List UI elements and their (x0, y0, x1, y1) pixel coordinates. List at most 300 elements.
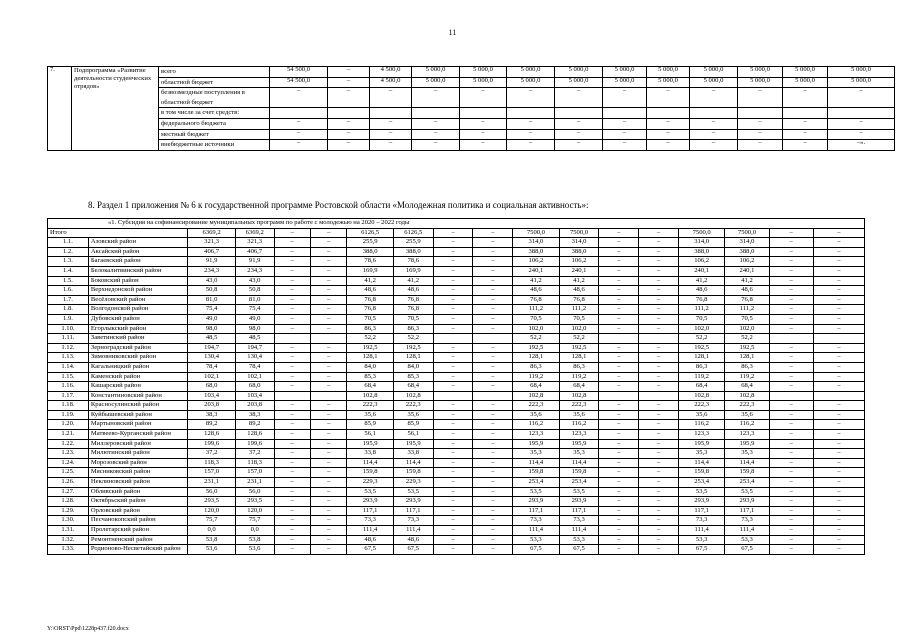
district-value (473, 391, 513, 401)
funding-value: – (507, 140, 555, 151)
district-value: 86,3 (678, 362, 724, 372)
district-value: 222,3 (347, 401, 393, 411)
district-number: 1.1. (48, 238, 89, 248)
district-value: 123,3 (678, 430, 724, 440)
district-value: 56,1 (347, 430, 393, 440)
district-value: – (639, 372, 679, 382)
district-row (48, 362, 865, 372)
district-value: 255,9 (393, 238, 433, 248)
district-value: 231,1 (188, 478, 236, 488)
district-value: 118,3 (188, 458, 236, 468)
district-value (274, 334, 310, 344)
district-value: 85,3 (393, 372, 433, 382)
district-value: 222,3 (725, 401, 769, 411)
district-value: 253,4 (678, 478, 724, 488)
district-value: 102,0 (513, 324, 559, 334)
district-value: 35,6 (559, 410, 599, 420)
district-value: 192,5 (559, 343, 599, 353)
funding-value: 5 000,0 (738, 77, 783, 88)
district-value: – (599, 343, 639, 353)
funding-value: 54 500,0 (270, 77, 328, 88)
district-value: 53,6 (235, 545, 274, 555)
district-value: – (274, 353, 310, 363)
district-value: 102,0 (559, 324, 599, 334)
funding-value: – (738, 118, 783, 129)
district-value: 128,1 (559, 353, 599, 363)
district-value: 67,5 (725, 545, 769, 555)
district-value: 67,5 (513, 545, 559, 555)
district-value: 195,9 (725, 439, 769, 449)
district-value: 52,2 (513, 334, 559, 344)
funding-value: 4 500,0 (370, 67, 412, 78)
district-value: 222,3 (678, 401, 724, 411)
district-name: Родионово-Несветайский район (88, 545, 187, 555)
district-row (48, 257, 865, 267)
district-row (48, 295, 865, 305)
district-name: Егорлыкский район (88, 324, 187, 334)
district-number: 1.18. (48, 401, 89, 411)
district-value: 240,1 (513, 266, 559, 276)
district-value (813, 391, 864, 401)
district-value: 70,5 (559, 314, 599, 324)
funding-value (647, 108, 690, 119)
district-value: – (769, 410, 813, 420)
district-value: 253,4 (559, 478, 599, 488)
funding-value: – (460, 129, 507, 140)
district-value: – (639, 430, 679, 440)
funding-value: 5 000,0 (690, 67, 738, 78)
district-value: 195,9 (559, 439, 599, 449)
district-value: – (274, 257, 310, 267)
district-value: – (473, 257, 513, 267)
funding-value: 5 000,0 (555, 77, 603, 88)
district-value: 53,3 (725, 535, 769, 545)
funding-value: 5 000,0 (507, 67, 555, 78)
district-value: 293,9 (393, 497, 433, 507)
district-number: 1.29. (48, 506, 89, 516)
district-value: 67,5 (559, 545, 599, 555)
district-value: – (274, 430, 310, 440)
district-value (639, 334, 679, 344)
district-name: Волгодонской район (88, 305, 187, 315)
district-value: – (274, 343, 310, 353)
district-value: 81,0 (188, 295, 236, 305)
total-value: – (813, 228, 864, 238)
district-value: 98,0 (235, 324, 274, 334)
district-value: – (599, 458, 639, 468)
district-value: 73,3 (678, 516, 724, 526)
district-value: – (813, 295, 864, 305)
district-value: 53,5 (393, 487, 433, 497)
district-value: – (311, 410, 347, 420)
district-value: – (311, 343, 347, 353)
total-value: 6369,2 (188, 228, 236, 238)
district-value: – (639, 247, 679, 257)
funding-source: внебюджетные источники (159, 140, 270, 151)
district-value: – (433, 314, 473, 324)
district-number: 1.31. (48, 526, 89, 536)
district-row (48, 458, 865, 468)
district-value: 240,1 (725, 266, 769, 276)
district-value: – (599, 305, 639, 315)
district-value: – (311, 372, 347, 382)
district-value: 91,9 (188, 257, 236, 267)
district-value: 111,4 (725, 526, 769, 536)
funding-value: – (828, 118, 895, 129)
district-value: 111,4 (559, 526, 599, 536)
district-value: 102,0 (725, 324, 769, 334)
district-value: – (769, 353, 813, 363)
district-value: 195,9 (513, 439, 559, 449)
district-value: – (311, 497, 347, 507)
district-name: Аксайский район (88, 247, 187, 257)
funding-value: 5 000,0 (647, 67, 690, 78)
district-value: – (639, 478, 679, 488)
district-value: – (639, 382, 679, 392)
district-number: 1.21. (48, 430, 89, 440)
district-value: 48,6 (725, 286, 769, 296)
district-value: – (311, 535, 347, 545)
district-value: – (639, 353, 679, 363)
district-value: – (433, 516, 473, 526)
district-value: 293,5 (235, 497, 274, 507)
district-name: Ремонтненский район (88, 535, 187, 545)
district-value: – (639, 545, 679, 555)
district-value: 68,4 (347, 382, 393, 392)
district-value: – (813, 305, 864, 315)
district-value: – (599, 410, 639, 420)
district-value: – (311, 439, 347, 449)
district-value: 84,0 (347, 362, 393, 372)
district-value: 53,8 (235, 535, 274, 545)
funding-value: – (647, 140, 690, 151)
subprogram-row (48, 88, 895, 108)
district-value: – (473, 478, 513, 488)
district-row (48, 343, 865, 353)
district-value: 48,5 (235, 334, 274, 344)
funding-value: – (270, 129, 328, 140)
district-value: 111,2 (678, 305, 724, 315)
footer-file-path: Y:\ORST\Ppd\1228p437.f20.docx (47, 626, 129, 632)
district-value: – (311, 545, 347, 555)
district-number: 1.32. (48, 535, 89, 545)
district-value: – (433, 343, 473, 353)
district-value: – (274, 439, 310, 449)
district-value: – (769, 247, 813, 257)
district-value: – (599, 439, 639, 449)
funding-value: – (460, 140, 507, 151)
total-label: Итого (48, 228, 188, 238)
district-row (48, 324, 865, 334)
district-row (48, 266, 865, 276)
district-value: 78,4 (235, 362, 274, 372)
district-value: 76,8 (678, 295, 724, 305)
district-value: 293,9 (347, 497, 393, 507)
district-name: Песчанокопский район (88, 516, 187, 526)
district-value: 159,8 (513, 468, 559, 478)
district-value: 128,6 (188, 430, 236, 440)
district-value: – (813, 526, 864, 536)
district-value: 35,6 (393, 410, 433, 420)
subprogram-row (48, 67, 895, 78)
district-value: 159,8 (725, 468, 769, 478)
district-value: – (311, 468, 347, 478)
district-value: – (813, 497, 864, 507)
funding-value: – (370, 88, 412, 108)
total-value: 6126,5 (347, 228, 393, 238)
district-name: Морозовский район (88, 458, 187, 468)
funding-value: – (328, 88, 370, 108)
district-value: 75,4 (235, 305, 274, 315)
district-value: 37,2 (188, 449, 236, 459)
district-value: – (813, 487, 864, 497)
district-value: 53,5 (725, 487, 769, 497)
funding-value (507, 108, 555, 119)
district-number: 1.24. (48, 458, 89, 468)
district-number: 1.13. (48, 353, 89, 363)
district-value: 41,2 (393, 276, 433, 286)
district-row (48, 487, 865, 497)
district-value: – (769, 305, 813, 315)
district-value: – (473, 314, 513, 324)
district-name: Неклиновский район (88, 478, 187, 488)
district-value: – (599, 372, 639, 382)
funding-value: – (370, 129, 412, 140)
district-value: 128,1 (513, 353, 559, 363)
district-value: – (433, 506, 473, 516)
district-value: 0,0 (188, 526, 236, 536)
funding-value: 5 000,0 (507, 77, 555, 88)
district-value: – (473, 449, 513, 459)
funding-source: безвозмездные поступления в областной бюджет (159, 88, 270, 108)
district-value: 73,3 (559, 516, 599, 526)
district-value (639, 391, 679, 401)
funding-value: 5 000,0 (555, 67, 603, 78)
district-value: – (311, 449, 347, 459)
total-value: 6126,5 (393, 228, 433, 238)
district-value: 123,3 (559, 430, 599, 440)
district-value: – (274, 238, 310, 248)
district-value: 35,3 (678, 449, 724, 459)
district-value: – (473, 372, 513, 382)
funding-value (270, 108, 328, 119)
district-value: 314,0 (725, 238, 769, 248)
district-value: 53,3 (513, 535, 559, 545)
district-value: – (473, 382, 513, 392)
district-value: – (769, 401, 813, 411)
district-value: 73,3 (513, 516, 559, 526)
district-value: – (813, 247, 864, 257)
total-value: 7500,0 (559, 228, 599, 238)
district-value: – (473, 410, 513, 420)
district-value: – (769, 314, 813, 324)
subsidy-table (47, 218, 865, 555)
district-value: – (274, 506, 310, 516)
district-number: 1.15. (48, 372, 89, 382)
district-value: – (473, 401, 513, 411)
district-name: Дубовский район (88, 314, 187, 324)
district-value: – (473, 343, 513, 353)
district-value: 53,5 (347, 487, 393, 497)
district-value: – (813, 506, 864, 516)
district-value: 73,3 (347, 516, 393, 526)
district-value: – (813, 468, 864, 478)
funding-value (738, 108, 783, 119)
district-value: – (433, 401, 473, 411)
district-value: 0,0 (235, 526, 274, 536)
district-value: 102,8 (393, 391, 433, 401)
district-value: – (769, 343, 813, 353)
district-value: 85,3 (347, 372, 393, 382)
district-number: 1.26. (48, 478, 89, 488)
district-value: 35,3 (725, 449, 769, 459)
district-value: – (639, 535, 679, 545)
district-value: 53,6 (188, 545, 236, 555)
district-number: 1.7. (48, 295, 89, 305)
district-value: – (473, 516, 513, 526)
district-value: – (311, 516, 347, 526)
district-number: 1.27. (48, 487, 89, 497)
district-row (48, 238, 865, 248)
district-value: 70,5 (725, 314, 769, 324)
district-value: – (599, 266, 639, 276)
funding-value: –». (828, 140, 895, 151)
district-name: Зерноградский район (88, 343, 187, 353)
district-value: – (813, 439, 864, 449)
funding-value: – (328, 129, 370, 140)
district-value: 48,6 (678, 286, 724, 296)
funding-source: в том числе за счет средств: (159, 108, 270, 119)
district-value: – (274, 314, 310, 324)
district-value: 195,9 (347, 439, 393, 449)
district-value: – (813, 458, 864, 468)
district-value: – (311, 266, 347, 276)
district-number: 1.6. (48, 286, 89, 296)
district-value: 85,9 (393, 420, 433, 430)
district-row (48, 247, 865, 257)
funding-value: – (603, 118, 647, 129)
district-number: 1.11. (48, 334, 89, 344)
district-value: – (599, 238, 639, 248)
district-value: – (311, 506, 347, 516)
funding-value (603, 108, 647, 119)
district-value: – (813, 516, 864, 526)
district-value: – (639, 468, 679, 478)
district-value: 111,4 (678, 526, 724, 536)
district-value: – (433, 449, 473, 459)
district-value: 114,4 (725, 458, 769, 468)
district-value: – (473, 286, 513, 296)
district-value: 195,9 (678, 439, 724, 449)
district-value: – (433, 410, 473, 420)
district-number: 1.2. (48, 247, 89, 257)
district-value: – (639, 526, 679, 536)
district-number: 1.14. (48, 362, 89, 372)
district-value: – (639, 257, 679, 267)
district-value: – (639, 458, 679, 468)
funding-value: – (783, 140, 828, 151)
funding-value: – (690, 118, 738, 129)
district-value: 111,2 (725, 305, 769, 315)
funding-value: – (328, 77, 370, 88)
district-number: 1.28. (48, 497, 89, 507)
district-value: 67,5 (347, 545, 393, 555)
district-value: 388,0 (393, 247, 433, 257)
district-value: – (599, 257, 639, 267)
district-value: 56,1 (393, 430, 433, 440)
district-value: – (769, 362, 813, 372)
district-row (48, 449, 865, 459)
district-value: – (813, 266, 864, 276)
district-value: – (813, 382, 864, 392)
district-number: 1.23. (48, 449, 89, 459)
district-value: – (274, 478, 310, 488)
district-value: – (311, 362, 347, 372)
funding-value: – (738, 140, 783, 151)
district-number: 1.20. (48, 420, 89, 430)
district-value: – (769, 535, 813, 545)
district-value: – (274, 362, 310, 372)
district-value: – (433, 238, 473, 248)
district-value: – (473, 305, 513, 315)
district-value: 75,4 (188, 305, 236, 315)
district-value: – (599, 362, 639, 372)
district-value: – (473, 276, 513, 286)
district-row (48, 535, 865, 545)
district-value: – (769, 497, 813, 507)
funding-value (690, 108, 738, 119)
district-value: 192,5 (347, 343, 393, 353)
district-row (48, 401, 865, 411)
district-value: 111,2 (513, 305, 559, 315)
district-name: Миллеровский район (88, 439, 187, 449)
district-value: – (769, 458, 813, 468)
district-value: 48,6 (393, 535, 433, 545)
district-value: 159,8 (559, 468, 599, 478)
district-value: 192,5 (678, 343, 724, 353)
district-name: Заветинский район (88, 334, 187, 344)
district-value: 78,4 (188, 362, 236, 372)
district-value: 119,2 (678, 372, 724, 382)
district-value: – (599, 487, 639, 497)
district-value: 67,5 (393, 545, 433, 555)
district-value: 52,2 (725, 334, 769, 344)
subsidy-title: «1. Субсидия на софинансирование муниципальных программ по работе с молодежью на 2020 – 2022 годы (48, 219, 865, 229)
district-value: 406,7 (188, 247, 236, 257)
subprogram-row (48, 129, 895, 140)
district-value: 128,1 (393, 353, 433, 363)
total-value: 6369,2 (235, 228, 274, 238)
district-value: – (433, 487, 473, 497)
district-name: Каменский район (88, 372, 187, 382)
district-value: – (473, 439, 513, 449)
district-value: 53,3 (678, 535, 724, 545)
subprogram-number: 7. (48, 67, 72, 151)
district-value: – (639, 516, 679, 526)
district-value: 76,8 (347, 295, 393, 305)
district-value (599, 391, 639, 401)
district-value: 222,3 (559, 401, 599, 411)
district-value: 119,2 (513, 372, 559, 382)
district-value: 192,5 (393, 343, 433, 353)
district-number: 1.19. (48, 410, 89, 420)
district-value: 117,1 (513, 506, 559, 516)
district-value (769, 391, 813, 401)
district-name: Милютинский район (88, 449, 187, 459)
funding-value: – (738, 88, 783, 108)
district-name: Мясниковский район (88, 468, 187, 478)
district-value: 86,3 (725, 362, 769, 372)
